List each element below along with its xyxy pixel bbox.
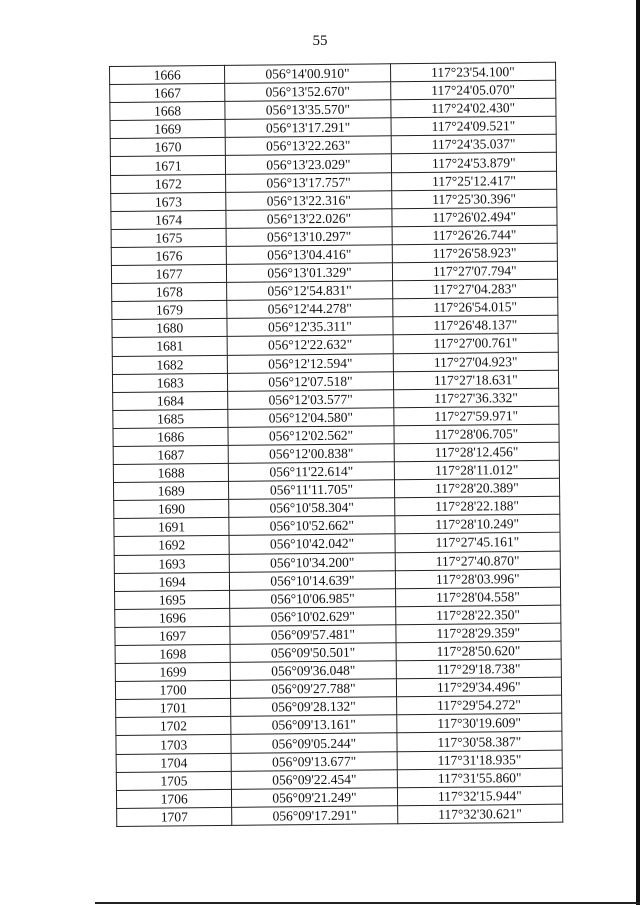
point-number-cell: 1671 [110, 156, 225, 175]
longitude-cell: 117°27'04.283" [392, 279, 558, 299]
latitude-cell: 056°09'21.249" [232, 788, 398, 808]
latitude-cell: 056°13'22.263" [225, 136, 391, 156]
latitude-cell: 056°09'05.244" [231, 733, 397, 753]
point-number-cell: 1666 [110, 65, 225, 84]
longitude-cell: 117°27'07.794" [392, 261, 558, 281]
point-number-cell: 1701 [116, 699, 231, 718]
point-number-cell: 1683 [112, 373, 227, 392]
point-number-cell: 1677 [111, 264, 226, 283]
latitude-cell: 056°12'07.518" [228, 371, 394, 391]
table-row [117, 804, 563, 826]
longitude-cell: 117°29'18.738" [396, 659, 562, 679]
longitude-cell: 117°29'34.496" [396, 677, 562, 697]
longitude-cell: 117°28'03.996" [395, 569, 561, 589]
latitude-cell: 056°12'04.580" [228, 408, 394, 428]
point-number-cell: 1669 [110, 120, 225, 139]
longitude-cell: 117°26'54.015" [392, 297, 558, 317]
longitude-cell: 117°30'19.609" [396, 714, 562, 734]
longitude-cell: 117°24'53.879" [391, 153, 557, 173]
point-number-cell: 1680 [112, 319, 227, 338]
longitude-cell: 117°27'18.631" [393, 370, 559, 390]
latitude-cell: 056°10'58.304" [229, 498, 395, 518]
latitude-cell: 056°12'54.831" [227, 281, 393, 301]
point-number-cell: 1685 [113, 409, 228, 428]
latitude-cell: 056°12'44.278" [227, 299, 393, 319]
latitude-cell: 056°13'35.570" [225, 100, 391, 120]
scan-edge-bottom [95, 902, 640, 904]
point-number-cell: 1692 [114, 536, 229, 555]
latitude-cell: 056°09'22.454" [232, 769, 398, 789]
latitude-cell: 056°13'17.291" [225, 118, 391, 138]
latitude-cell: 056°13'22.316" [226, 190, 392, 210]
latitude-cell: 056°13'04.416" [227, 245, 393, 265]
longitude-cell: 117°32'30.621" [397, 804, 563, 824]
point-number-cell: 1678 [112, 283, 227, 302]
latitude-cell: 056°10'34.200" [229, 552, 395, 572]
latitude-cell: 056°12'02.562" [228, 426, 394, 446]
point-number-cell: 1704 [116, 753, 231, 772]
longitude-cell: 117°27'04.923" [393, 352, 559, 372]
longitude-cell: 117°27'45.161" [395, 533, 561, 553]
longitude-cell: 117°28'04.558" [395, 587, 561, 607]
latitude-cell: 056°12'12.594" [228, 353, 394, 373]
point-number-cell: 1707 [117, 807, 232, 826]
point-number-cell: 1672 [111, 174, 226, 193]
point-number-cell: 1688 [113, 463, 228, 482]
longitude-cell: 117°24'02.430" [390, 98, 556, 118]
latitude-cell: 056°13'17.757" [226, 172, 392, 192]
latitude-cell: 056°09'27.788" [231, 679, 397, 699]
longitude-cell: 117°26'48.137" [393, 316, 559, 336]
point-number-cell: 1675 [111, 228, 226, 247]
longitude-cell: 117°27'36.332" [393, 388, 559, 408]
point-number-cell: 1684 [113, 391, 228, 410]
latitude-cell: 056°10'52.662" [229, 516, 395, 536]
point-number-cell: 1696 [115, 608, 230, 627]
longitude-cell: 117°24'35.037" [391, 135, 557, 155]
point-number-cell: 1700 [115, 681, 230, 700]
point-number-cell: 1674 [111, 210, 226, 229]
longitude-cell: 117°28'29.359" [396, 623, 562, 643]
point-number-cell: 1673 [111, 192, 226, 211]
longitude-cell: 117°24'05.070" [390, 80, 556, 100]
point-number-cell: 1706 [116, 789, 231, 808]
longitude-cell: 117°25'12.417" [391, 171, 557, 191]
longitude-cell: 117°30'58.387" [397, 732, 563, 752]
latitude-cell: 056°10'14.639" [230, 570, 396, 590]
longitude-cell: 117°27'40.870" [395, 551, 561, 571]
longitude-cell: 117°26'58.923" [392, 243, 558, 263]
longitude-cell: 117°31'55.860" [397, 768, 563, 788]
longitude-cell: 117°29'54.272" [396, 695, 562, 715]
latitude-cell: 056°13'01.329" [227, 263, 393, 283]
latitude-cell: 056°13'23.029" [226, 154, 392, 174]
latitude-cell: 056°10'06.985" [230, 588, 396, 608]
page-number: 55 [312, 33, 328, 49]
point-number-cell: 1686 [113, 427, 228, 446]
latitude-cell: 056°09'28.132" [231, 697, 397, 717]
latitude-cell: 056°11'11.705" [229, 480, 395, 500]
point-number-cell: 1676 [111, 246, 226, 265]
longitude-cell: 117°26'02.494" [392, 207, 558, 227]
latitude-cell: 056°12'00.838" [228, 444, 394, 464]
coordinates-table-body [110, 62, 563, 826]
point-number-cell: 1687 [113, 445, 228, 464]
longitude-cell: 117°28'22.188" [394, 496, 560, 516]
longitude-cell: 117°28'22.350" [395, 605, 561, 625]
latitude-cell: 056°09'13.161" [231, 715, 397, 735]
point-number-cell: 1681 [112, 337, 227, 356]
latitude-cell: 056°10'42.042" [229, 534, 395, 554]
longitude-cell: 117°31'18.935" [397, 750, 563, 770]
point-number-cell: 1668 [110, 102, 225, 121]
point-number-cell: 1702 [116, 717, 231, 736]
point-number-cell: 1691 [114, 518, 229, 537]
longitude-cell: 117°28'11.012" [394, 460, 560, 480]
latitude-cell: 056°12'35.311" [227, 317, 393, 337]
latitude-cell: 056°09'36.048" [231, 661, 397, 681]
point-number-cell: 1667 [110, 83, 225, 102]
latitude-cell: 056°09'17.291" [232, 806, 398, 826]
longitude-cell: 117°27'00.761" [393, 334, 559, 354]
point-number-cell: 1682 [112, 355, 227, 374]
point-number-cell: 1670 [110, 138, 225, 157]
point-number-cell: 1679 [112, 301, 227, 320]
latitude-cell: 056°10'02.629" [230, 607, 396, 627]
latitude-cell: 056°09'57.481" [230, 625, 396, 645]
longitude-cell: 117°32'15.944" [397, 786, 563, 806]
scan-edge-right [636, 0, 640, 905]
latitude-cell: 056°09'13.677" [231, 751, 397, 771]
latitude-cell: 056°12'03.577" [228, 389, 394, 409]
latitude-cell: 056°12'22.632" [227, 335, 393, 355]
latitude-cell: 056°14'00.910" [225, 64, 391, 84]
longitude-cell: 117°28'20.389" [394, 478, 560, 498]
longitude-cell: 117°28'10.249" [394, 515, 560, 535]
point-number-cell: 1695 [115, 590, 230, 609]
point-number-cell: 1705 [116, 771, 231, 790]
longitude-cell: 117°27'59.971" [393, 406, 559, 426]
longitude-cell: 117°28'06.705" [394, 424, 560, 444]
longitude-cell: 117°24'09.521" [391, 116, 557, 136]
point-number-cell: 1699 [115, 662, 230, 681]
point-number-cell: 1693 [114, 554, 229, 573]
coordinates-table [109, 62, 563, 827]
latitude-cell: 056°11'22.614" [229, 462, 395, 482]
point-number-cell: 1698 [115, 644, 230, 663]
latitude-cell: 056°13'52.670" [225, 82, 391, 102]
longitude-cell: 117°26'26.744" [392, 225, 558, 245]
latitude-cell: 056°13'10.297" [226, 227, 392, 247]
point-number-cell: 1694 [114, 572, 229, 591]
point-number-cell: 1689 [113, 482, 228, 501]
longitude-cell: 117°28'12.456" [394, 442, 560, 462]
latitude-cell: 056°09'50.501" [230, 643, 396, 663]
longitude-cell: 117°28'50.620" [396, 641, 562, 661]
point-number-cell: 1703 [116, 735, 231, 754]
longitude-cell: 117°23'54.100" [390, 62, 556, 82]
longitude-cell: 117°25'30.396" [391, 189, 557, 209]
point-number-cell: 1697 [115, 626, 230, 645]
latitude-cell: 056°13'22.026" [226, 209, 392, 229]
point-number-cell: 1690 [114, 500, 229, 519]
